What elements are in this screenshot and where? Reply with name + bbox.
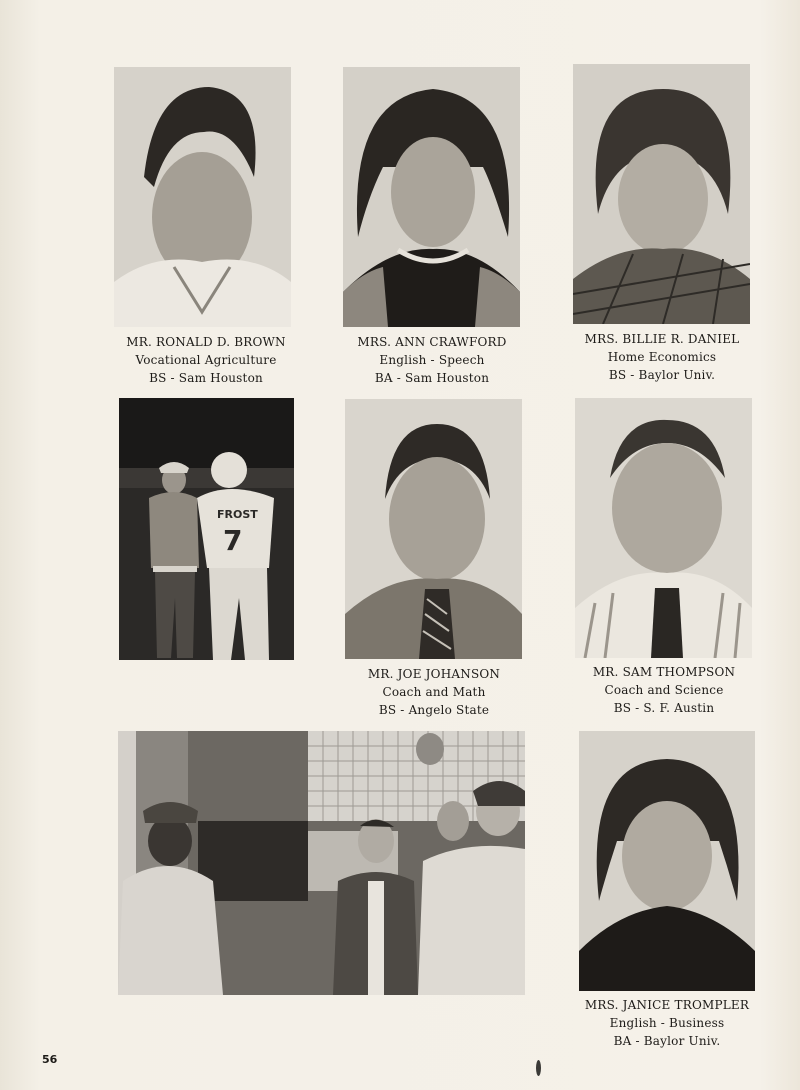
jersey-number: 7 — [223, 524, 243, 557]
faculty-name: MR. SAM THOMPSON — [592, 665, 736, 679]
faculty-subject: English - Business — [609, 1016, 725, 1030]
faculty-degree: BA - Sam Houston — [374, 371, 490, 385]
print-speck — [536, 1060, 541, 1076]
page-number: 56 — [42, 1053, 58, 1066]
faculty-caption-crawford — [328, 333, 536, 387]
faculty-name: MRS. JANICE TROMPLER — [584, 998, 750, 1012]
faculty-subject: English - Speech — [379, 353, 485, 367]
faculty-subject: Coach and Science — [604, 683, 724, 697]
portrait-photo-brown — [114, 67, 291, 327]
candid-photo-football — [119, 398, 294, 660]
portrait-photo-trompler — [579, 731, 755, 991]
candid-photo-hallway — [118, 731, 525, 995]
faculty-degree: BA - Baylor Univ. — [613, 1034, 721, 1048]
faculty-name: MR. RONALD D. BROWN — [126, 335, 286, 349]
faculty-caption-thompson — [560, 663, 768, 717]
faculty-degree: BS - Sam Houston — [149, 371, 263, 385]
faculty-subject: Coach and Math — [382, 685, 486, 699]
faculty-subject: Vocational Agriculture — [135, 353, 277, 367]
faculty-subject: Home Economics — [607, 350, 717, 364]
faculty-caption-johanson — [330, 665, 538, 719]
faculty-caption-brown — [100, 333, 312, 387]
faculty-degree: BS - Angelo State — [378, 703, 490, 717]
faculty-caption-trompler — [560, 996, 774, 1050]
faculty-name: MRS. BILLIE R. DANIEL — [584, 332, 740, 346]
portrait-photo-thompson — [575, 398, 752, 658]
portrait-photo-daniel — [573, 64, 750, 324]
faculty-name: MRS. ANN CRAWFORD — [357, 335, 507, 349]
portrait-photo-johanson — [345, 399, 522, 659]
portrait-photo-crawford — [343, 67, 520, 327]
jersey-text: FROST — [217, 508, 258, 521]
faculty-caption-daniel — [558, 330, 766, 384]
faculty-name: MR. JOE JOHANSON — [367, 667, 501, 681]
faculty-degree: BS - S. F. Austin — [613, 701, 715, 715]
faculty-degree: BS - Baylor Univ. — [608, 368, 716, 382]
